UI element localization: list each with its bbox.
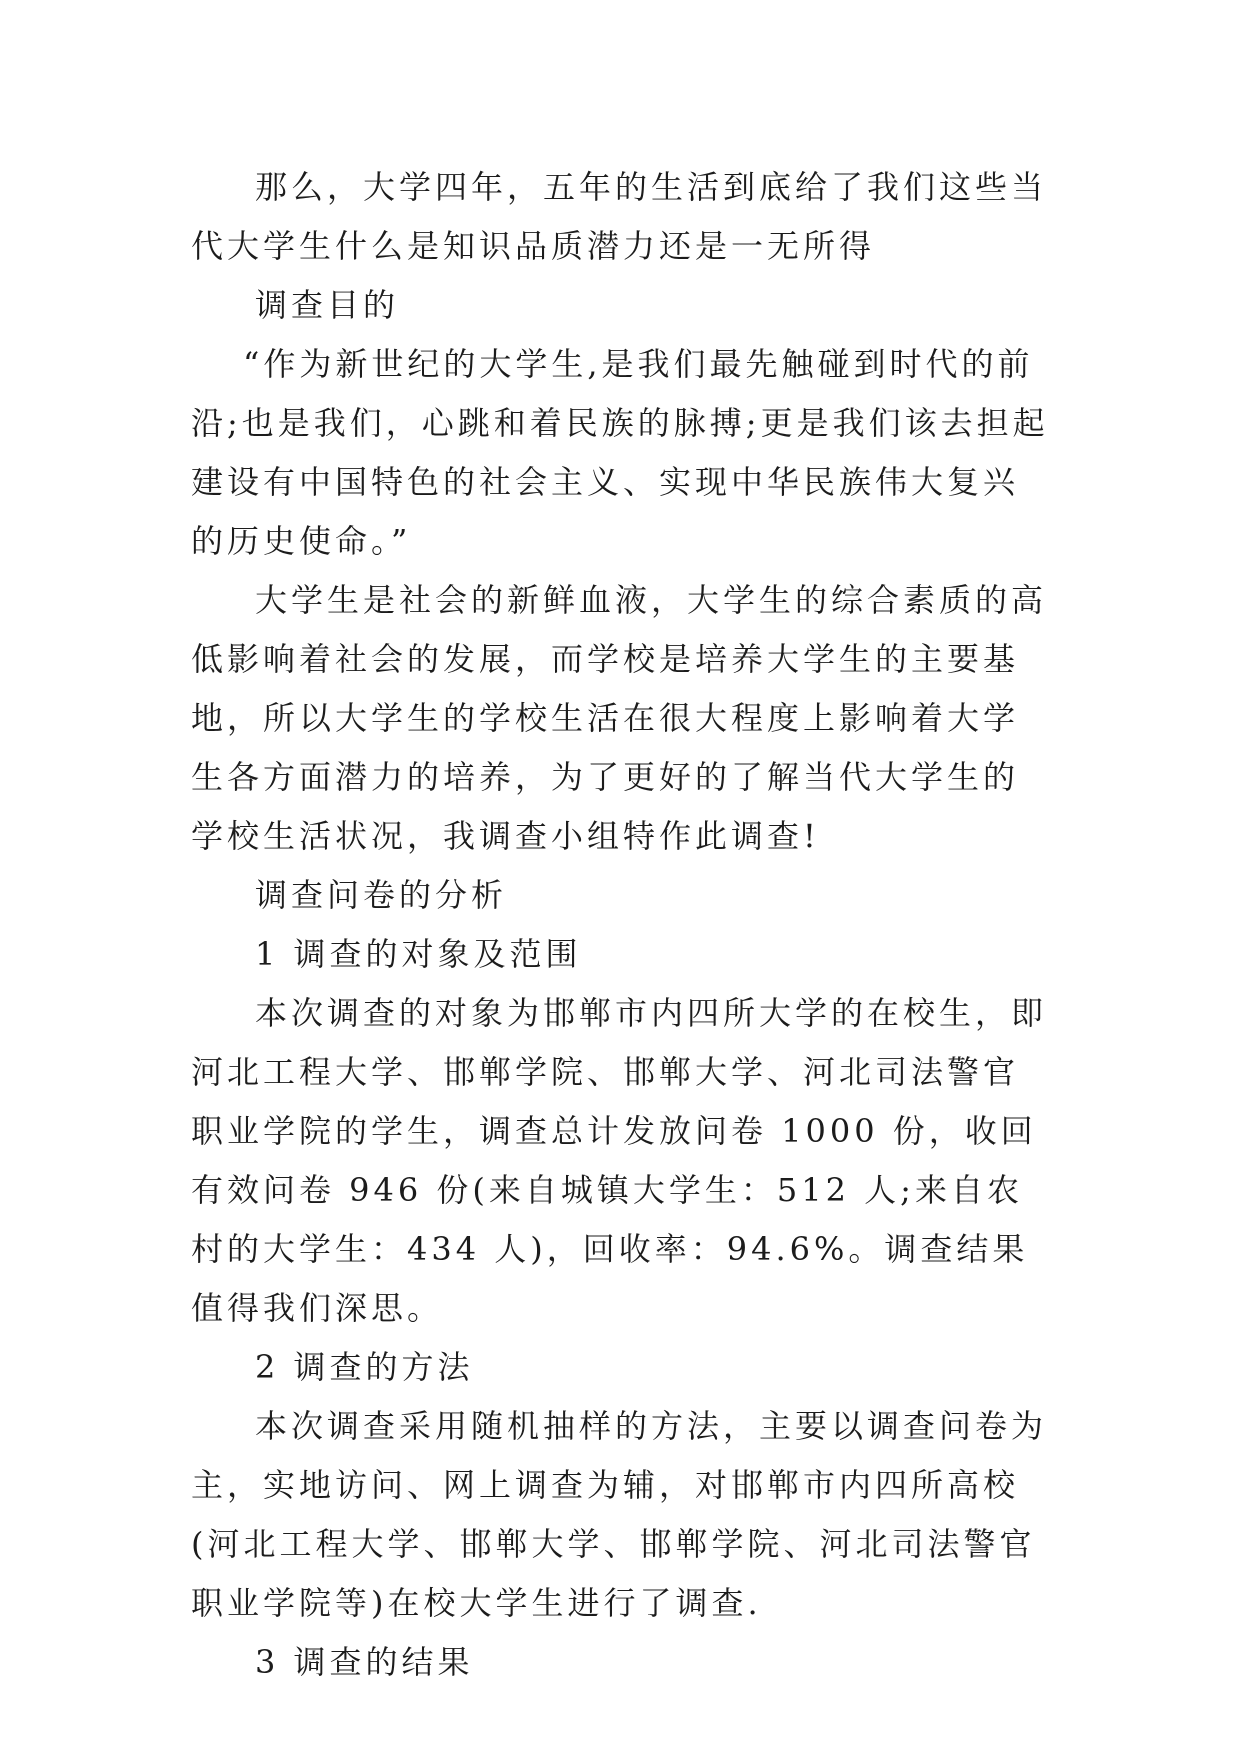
heading-questionnaire-analysis: 调查问卷的分析 <box>255 876 508 914</box>
heading-survey-subjects: 1 调查的对象及范围 <box>255 935 582 973</box>
paragraph-intro-question: 那么，大学四年，五年的生活到底给了我们这些当代大学生什么是知识品质潜力还是一无所得 <box>191 168 1048 265</box>
paragraph-survey-background: 大学生是社会的新鲜血液，大学生的综合素质的高低影响着社会的发展，而学校是培养大学生的主要基地，所以大学生的学校生活在很大程度上影响着大学生各方面潜力的培养，为了更好的了解当代大学生的学校生活状况，我调查小组特作此调查! <box>191 581 1048 855</box>
paragraph-survey-method: 本次调查采用随机抽样的方法，主要以调查问卷为主，实地访问、网上调查为辅，对邯郸市内四所高校(河北工程大学、邯郸大学、邯郸学院、河北司法警官职业学院等)在校大学生进行了调查. <box>191 1407 1048 1622</box>
heading-survey-method: 2 调查的方法 <box>255 1348 474 1386</box>
heading-survey-purpose: 调查目的 <box>255 286 400 324</box>
document-body <box>191 158 1051 1692</box>
paragraph-survey-subjects: 本次调查的对象为邯郸市内四所大学的在校生，即河北工程大学、邯郸学院、邯郸大学、河北司法警官职业学院的学生，调查总计发放问卷 1000 份，收回有效问卷 946 份(来自城镇大学生：512 人;来自农村的大学生：434 人)，回收率：94.6%。调查结果值得我们深思。 <box>191 994 1048 1327</box>
paragraph-quote: “作为新世纪的大学生,是我们最先触碰到时代的前沿;也是我们，心跳和着民族的脉搏;更是我们该去担起建设有中国特色的社会主义、实现中华民族伟大复兴的历史使命。” <box>191 345 1049 560</box>
heading-survey-results: 3 调查的结果 <box>255 1643 474 1681</box>
